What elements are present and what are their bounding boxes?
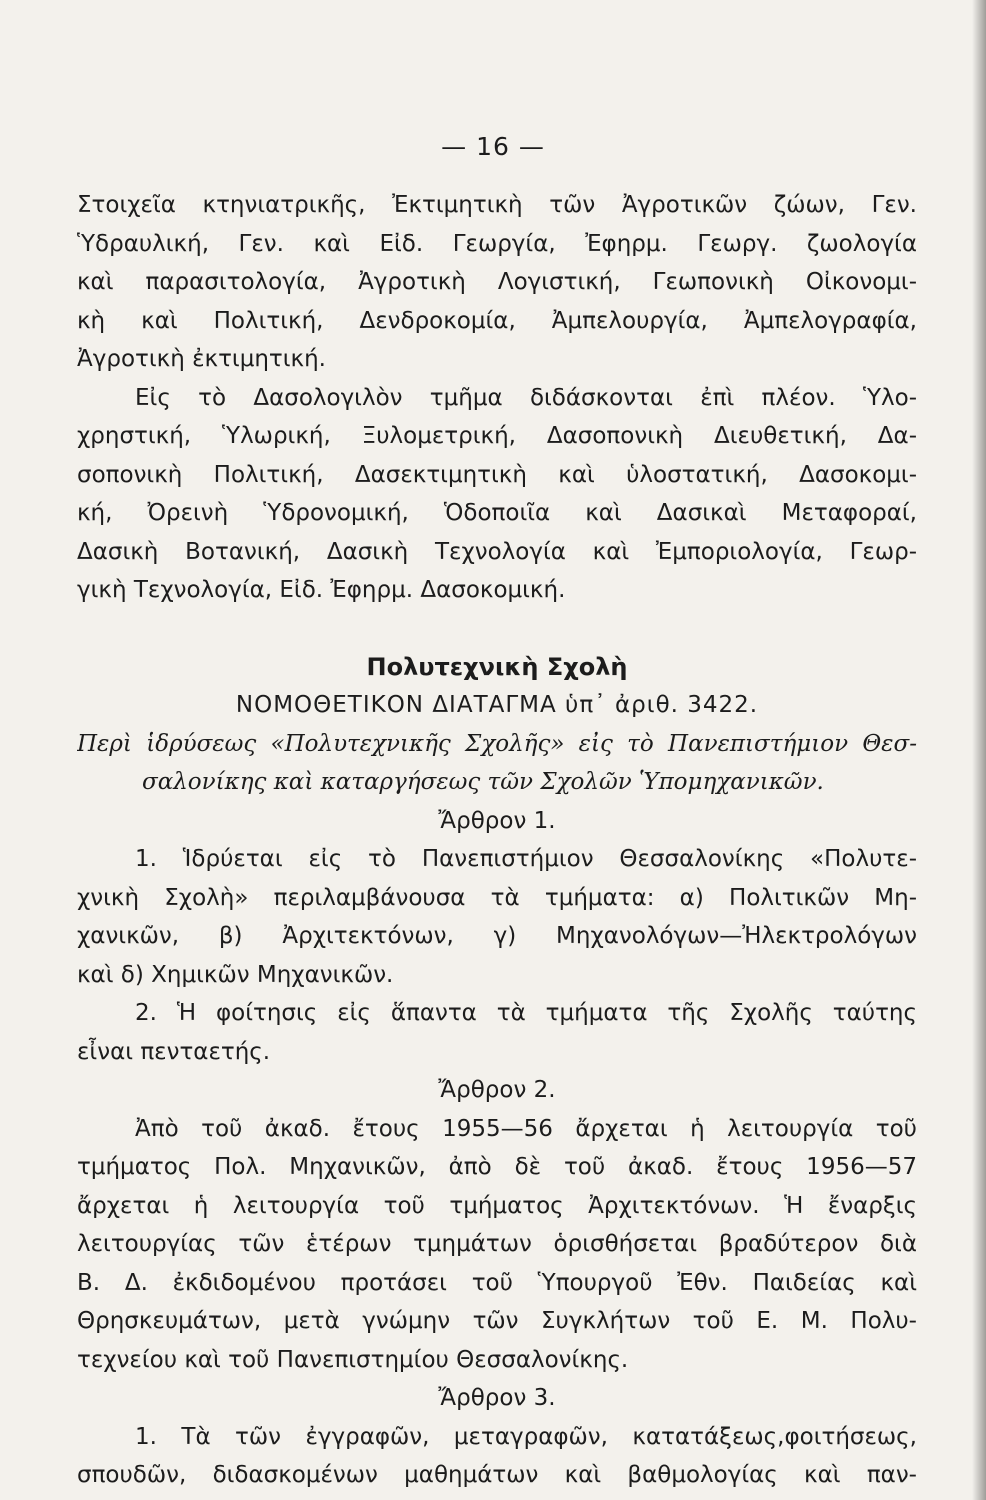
- text-line: εἶναι πενταετής.: [77, 1038, 271, 1065]
- page-body: [77, 186, 917, 1495]
- text-line: Εἰς τὸ Δασολογιλὸν τμῆμα διδάσκονται ἐπὶ πλέον. Ὑλο-: [135, 384, 917, 411]
- article-2: [77, 1071, 917, 1379]
- paragraph-agricultural-subjects: [77, 186, 917, 379]
- page-number: — 16 —: [441, 132, 545, 161]
- text-line: Ἀγροτικὴ ἐκτιμητική.: [77, 346, 326, 372]
- text-line: χρηστική, Ὑλωρική, Ξυλομετρική, Δασοπονικὴ Διευθετική, Δα-: [77, 423, 917, 449]
- text-line: 1. Τὰ τῶν ἐγγραφῶν, μεταγραφῶν, κατατάξεως,φοιτήσεως,: [135, 1423, 917, 1450]
- text-line: καὶ δ) Χημικῶν Μηχανικῶν.: [77, 961, 394, 988]
- page-edge-shadow: [972, 0, 986, 1500]
- decree-subtitle-line: σαλονίκης καὶ καταργήσεως τῶν Σχολῶν Ὑπομηχανικῶν.: [142, 769, 824, 795]
- paragraph-forestry-subjects: [77, 379, 917, 610]
- article-title: Ἄρθρον 2.: [438, 1077, 556, 1103]
- text-line: κή, Ὀρεινὴ Ὑδρονομική, Ὁδοποιῖα καὶ Δασικαὶ Μεταφοραί,: [77, 500, 917, 526]
- text-line: χανικῶν, β) Ἀρχιτεκτόνων, γ) Μηχανολόγων—Ἠλεκτρολόγων: [77, 923, 917, 949]
- text-line: κὴ καὶ Πολιτική, Δενδροκομία, Ἀμπελουργία, Ἀμπελογραφία,: [77, 307, 917, 334]
- text-line: τεχνείου καὶ τοῦ Πανεπιστημίου Θεσσαλονίκης.: [77, 1346, 629, 1373]
- text-line: λειτουργίας τῶν ἑτέρων τμημάτων ὁρισθήσεται βραδύτερον διὰ: [77, 1231, 917, 1257]
- article-3: [77, 1379, 917, 1495]
- text-line: Στοιχεῖα κτηνιατρικῆς, Ἐκτιμητικὴ τῶν Ἀγροτικῶν ζώων, Γεν.: [77, 192, 917, 218]
- text-line: 1. Ἱδρύεται εἰς τὸ Πανεπιστήμιον Θεσσαλονίκης «Πολυτε-: [135, 846, 917, 872]
- decree-title: ΝΟΜΟΘΕΤΙΚΟΝ ΔΙΑΤΑΓΜΑ ὑπ᾽ ἀριθ. 3422.: [235, 692, 759, 718]
- article-title: Ἄρθρον 1.: [438, 807, 556, 834]
- article-1: [77, 802, 917, 1072]
- text-line: σοπονικὴ Πολιτική, Δασεκτιμητικὴ καὶ ὑλοστατική, Δασοκομι-: [77, 461, 917, 488]
- text-line: 2. Ἡ φοίτησις εἰς ἅπαντα τὰ τμήματα τῆς Σχολῆς ταύτης: [135, 1000, 917, 1026]
- text-line: Δασικὴ Βοτανική, Δασικὴ Τεχνολογία καὶ Ἐμποριολογία, Γεωρ-: [77, 538, 917, 565]
- text-line: χνικὴ Σχολὴ» περιλαμβάνουσα τὰ τμήματα: α) Πολιτικῶν Μη-: [77, 884, 917, 911]
- text-line: τμήματος Πολ. Μηχανικῶν, ἀπὸ δὲ τοῦ ἀκαδ. ἔτους 1956—57: [77, 1154, 917, 1180]
- article-title: Ἄρθρον 3.: [438, 1385, 556, 1411]
- decree-subtitle-line: Περὶ ἱδρύσεως «Πολυτεχνικῆς Σχολῆς» εἰς τὸ Πανεπιστήμιον Θεσ-: [77, 730, 917, 757]
- text-line: Ἀπὸ τοῦ ἀκαδ. ἔτους 1955—56 ἄρχεται ἡ λειτουργία τοῦ: [135, 1115, 917, 1142]
- text-line: σπουδῶν, διδασκομένων μαθημάτων καὶ βαθμολογίας καὶ παν-: [77, 1462, 917, 1488]
- text-line: καὶ παρασιτολογία, Ἀγροτικὴ Λογιστική, Γεωπονικὴ Οἰκονομι-: [77, 269, 917, 295]
- section-heading: Πολυτεχνικὴ Σχολὴ: [366, 652, 628, 681]
- text-line: Ὑδραυλική, Γεν. καὶ Εἰδ. Γεωργία, Ἐφηρμ. Γεωργ. ζωολογία: [77, 230, 917, 257]
- text-line: γικὴ Τεχνολογία, Εἰδ. Ἐφηρμ. Δασοκομική.: [77, 577, 566, 603]
- text-line: Θρησκευμάτων, μετὰ γνώμην τῶν Συγκλήτων τοῦ Ε. Μ. Πολυ-: [77, 1308, 917, 1334]
- text-line: Β. Δ. ἐκδιδομένου προτάσει τοῦ Ὑπουργοῦ Ἐθν. Παιδείας καὶ: [77, 1269, 917, 1296]
- section-polytechnic-school: [77, 648, 917, 802]
- text-line: ἄρχεται ἡ λειτουργία τοῦ τμήματος Ἀρχιτεκτόνων. Ἡ ἔναρξις: [77, 1192, 917, 1219]
